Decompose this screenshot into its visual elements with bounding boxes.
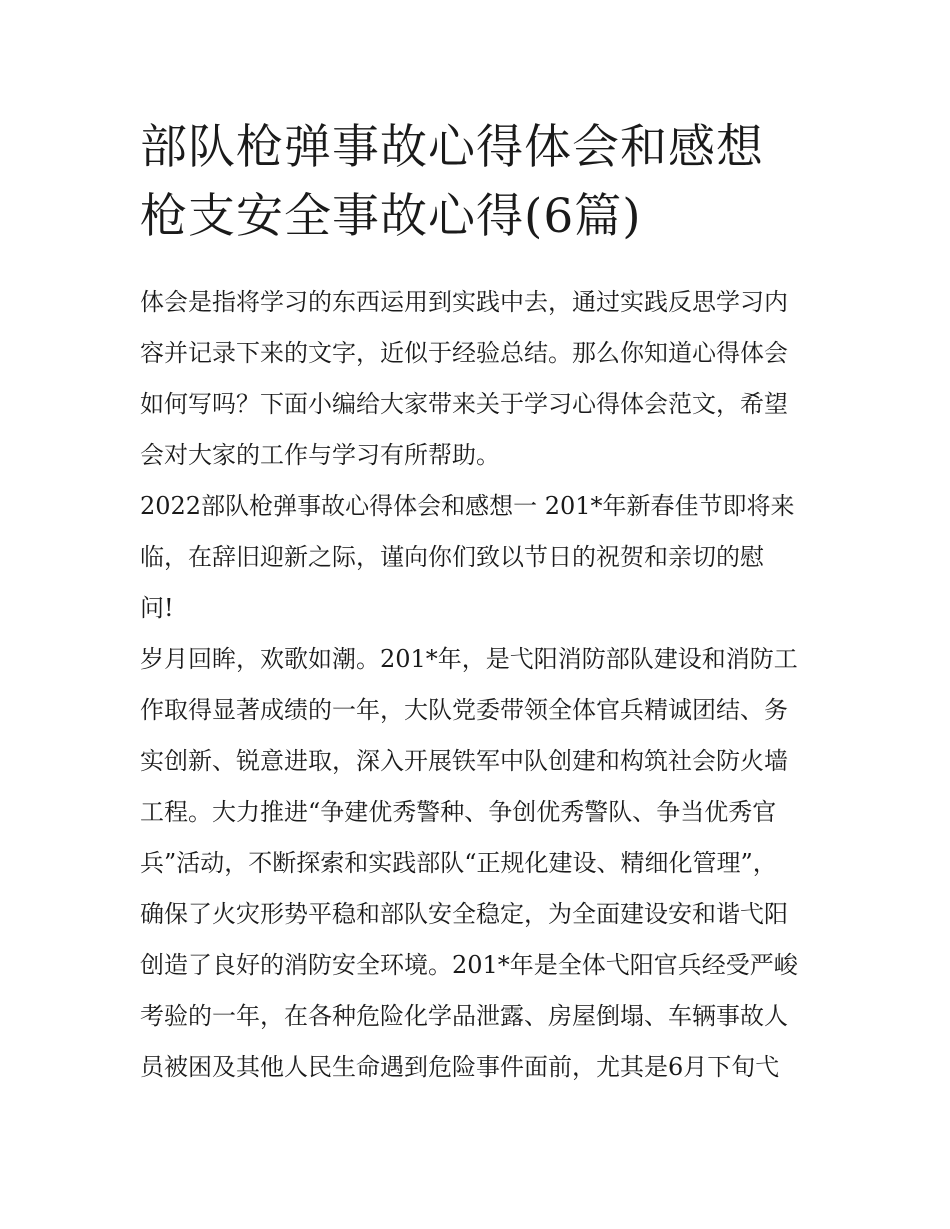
text-line: 确保了火灾形势平稳和部队安全稳定，为全面建设安和谐弋阳 bbox=[140, 900, 788, 928]
title-line: 枪支安全事故心得(6篇) bbox=[140, 189, 642, 244]
text-line: 临，在辞旧迎新之际，谨向你们致以节日的祝贺和亲切的慰 bbox=[140, 543, 764, 571]
paragraph-review bbox=[140, 634, 812, 1093]
text-line: 员被困及其他人民生命遇到危险事件面前，尤其是6月下旬弋 bbox=[140, 1053, 780, 1081]
text-line: 容并记录下来的文字，近似于经验总结。那么你知道心得体会 bbox=[140, 339, 788, 367]
paragraph-greeting bbox=[140, 481, 812, 634]
title-line: 部队枪弹事故心得体会和感想 bbox=[140, 120, 764, 175]
text-line: 实创新、锐意进取，深入开展铁军中队创建和构筑社会防火墙 bbox=[140, 747, 788, 775]
paragraph-intro bbox=[140, 277, 812, 481]
text-line: 兵”活动，不断探索和实践部队“正规化建设、精细化管理”， bbox=[140, 849, 777, 877]
text-line: 如何写吗？下面小编给大家带来关于学习心得体会范文，希望 bbox=[140, 390, 788, 418]
text-line: 会对大家的工作与学习有所帮助。 bbox=[140, 441, 500, 469]
text-line: 问! bbox=[140, 594, 174, 622]
text-line: 岁月回眸，欢歌如潮。201*年，是弋阳消防部队建设和消防工 bbox=[140, 645, 798, 673]
text-line: 考验的一年，在各种危险化学品泄露、房屋倒塌、车辆事故人 bbox=[140, 1002, 788, 1030]
text-line: 作取得显著成绩的一年，大队党委带领全体官兵精诚团结、务 bbox=[140, 696, 788, 724]
text-line: 体会是指将学习的东西运用到实践中去，通过实践反思学习内 bbox=[140, 288, 788, 316]
page-title bbox=[140, 113, 820, 251]
text-line: 创造了良好的消防安全环境。201*年是全体弋阳官兵经受严峻 bbox=[140, 951, 798, 979]
body-text bbox=[140, 277, 812, 1093]
text-line: 工程。大力推进“争建优秀警种、争创优秀警队、争当优秀官 bbox=[140, 798, 777, 826]
text-line: 2022部队枪弹事故心得体会和感想一 201*年新春佳节即将来 bbox=[140, 492, 795, 520]
